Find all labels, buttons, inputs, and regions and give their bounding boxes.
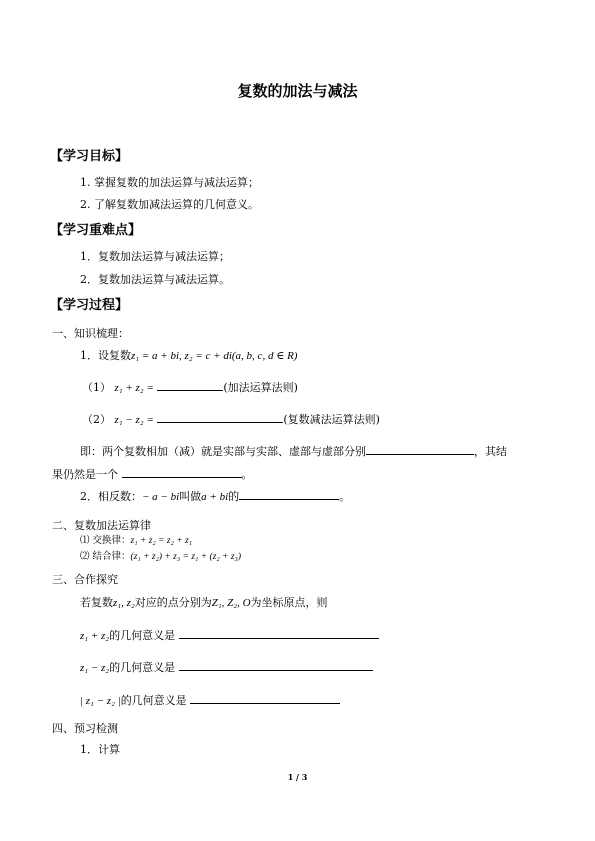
keypoint-item-1: 1．复数加法运算与减法运算；: [80, 250, 230, 263]
addition-rule-formula: z₁ + z₂ =: [114, 382, 154, 394]
opposite-number-prefix: 2．相反数：: [80, 490, 142, 503]
part2-heading: 二、复数加法运算律: [52, 519, 151, 532]
opposite-number-line: [80, 488, 350, 504]
answer-blank[interactable]: [157, 411, 283, 423]
goal-item-1: 1. 掌握复数的加法运算与减法运算；: [80, 176, 259, 189]
geometry-question-2: [80, 659, 373, 675]
part4-item1: 1．计算: [80, 743, 120, 756]
question2-text: 的几何意义是: [109, 661, 176, 674]
associative-law-formula: (z₁ + z₂) + z₃ = z₁ + (z₂ + z₃): [130, 552, 241, 562]
question2-formula: z₁ − z₂: [80, 662, 110, 674]
part4-heading: 四、预习检测: [52, 722, 118, 735]
geometry-question-1: [80, 627, 379, 643]
part1-item1: [80, 349, 297, 363]
opposite-suffix-text: 的: [228, 490, 240, 503]
summary-line-2: [52, 466, 253, 482]
question1-text: 的几何意义是: [109, 629, 176, 642]
opposite-mid-text: 叫做: [179, 490, 202, 503]
summary-text-d: 。: [241, 468, 253, 481]
associative-law: [80, 551, 241, 563]
question1-formula: z₁ + z₂: [80, 630, 110, 642]
section-heading-goals: 【学习目标】: [50, 149, 129, 164]
page-number: 1 / 3: [287, 772, 308, 782]
inquiry-text-a: 若复数: [80, 596, 113, 609]
opposite-end-text: 。: [339, 490, 351, 503]
section-heading-keypoints: 【学习重难点】: [50, 223, 142, 238]
opposite-formula-2: a + bi: [201, 491, 229, 503]
inquiry-text-c: 为坐标原点，则: [250, 596, 328, 609]
answer-blank[interactable]: [157, 379, 223, 391]
keypoint-item-2: 2．复数加法运算与减法运算。: [80, 273, 230, 286]
addition-rule-line: [82, 379, 298, 395]
answer-blank[interactable]: [190, 692, 340, 704]
subtraction-rule-number: （2）: [82, 413, 111, 426]
part1-item1-prefix: 1．设复数: [80, 349, 131, 362]
answer-blank[interactable]: [179, 627, 379, 639]
answer-blank[interactable]: [122, 466, 242, 478]
commutative-law-label: ⑴ 交换律：: [80, 535, 131, 546]
page-title: 复数的加法与减法: [237, 82, 358, 100]
opposite-formula-1: − a − bi: [142, 491, 180, 503]
part1-heading: 一、知识梳理：: [52, 327, 129, 340]
section-heading-process: 【学习过程】: [50, 298, 129, 313]
subtraction-rule-formula: z₁ − z₂ =: [114, 414, 154, 426]
complex-definition-formula: z₁ = a + bi, z₂ = c + di(a, b, c, d ∈ R): [131, 350, 298, 362]
subtraction-rule-note: (复数减法运算法则): [283, 413, 380, 426]
summary-text-a: 即：两个复数相加（减）就是实部与实部、虚部与虚部分别: [80, 445, 366, 458]
associative-law-label: ⑵ 结合律：: [80, 551, 131, 562]
summary-text-b: ，其结: [474, 445, 507, 458]
subtraction-rule-line: [82, 411, 380, 427]
summary-text-c: 果仍然是一个: [52, 468, 118, 481]
inquiry-intro: [80, 596, 328, 610]
geometry-question-3: [80, 692, 340, 708]
commutative-law-formula: z₁ + z₂ = z₂ + z₁: [130, 536, 193, 546]
inquiry-formula-1: z₁, z₂: [113, 597, 135, 609]
addition-rule-note: (加法运算法则): [223, 381, 298, 394]
question3-formula: | z₁ − z₂ |: [80, 695, 121, 707]
inquiry-formula-2: Z₁, Z₂, O: [211, 597, 251, 609]
summary-line-1: [80, 443, 507, 459]
addition-rule-number: （1）: [82, 381, 111, 394]
commutative-law: [80, 535, 192, 547]
answer-blank[interactable]: [366, 443, 474, 455]
answer-blank[interactable]: [179, 659, 373, 671]
answer-blank[interactable]: [239, 488, 339, 500]
part3-heading: 三、合作探究: [52, 573, 118, 586]
inquiry-text-b: 对应的点分别为: [134, 596, 212, 609]
goal-item-2: 2. 了解复数加减法运算的几何意义。: [80, 198, 259, 211]
question3-text: 的几何意义是: [120, 694, 187, 707]
